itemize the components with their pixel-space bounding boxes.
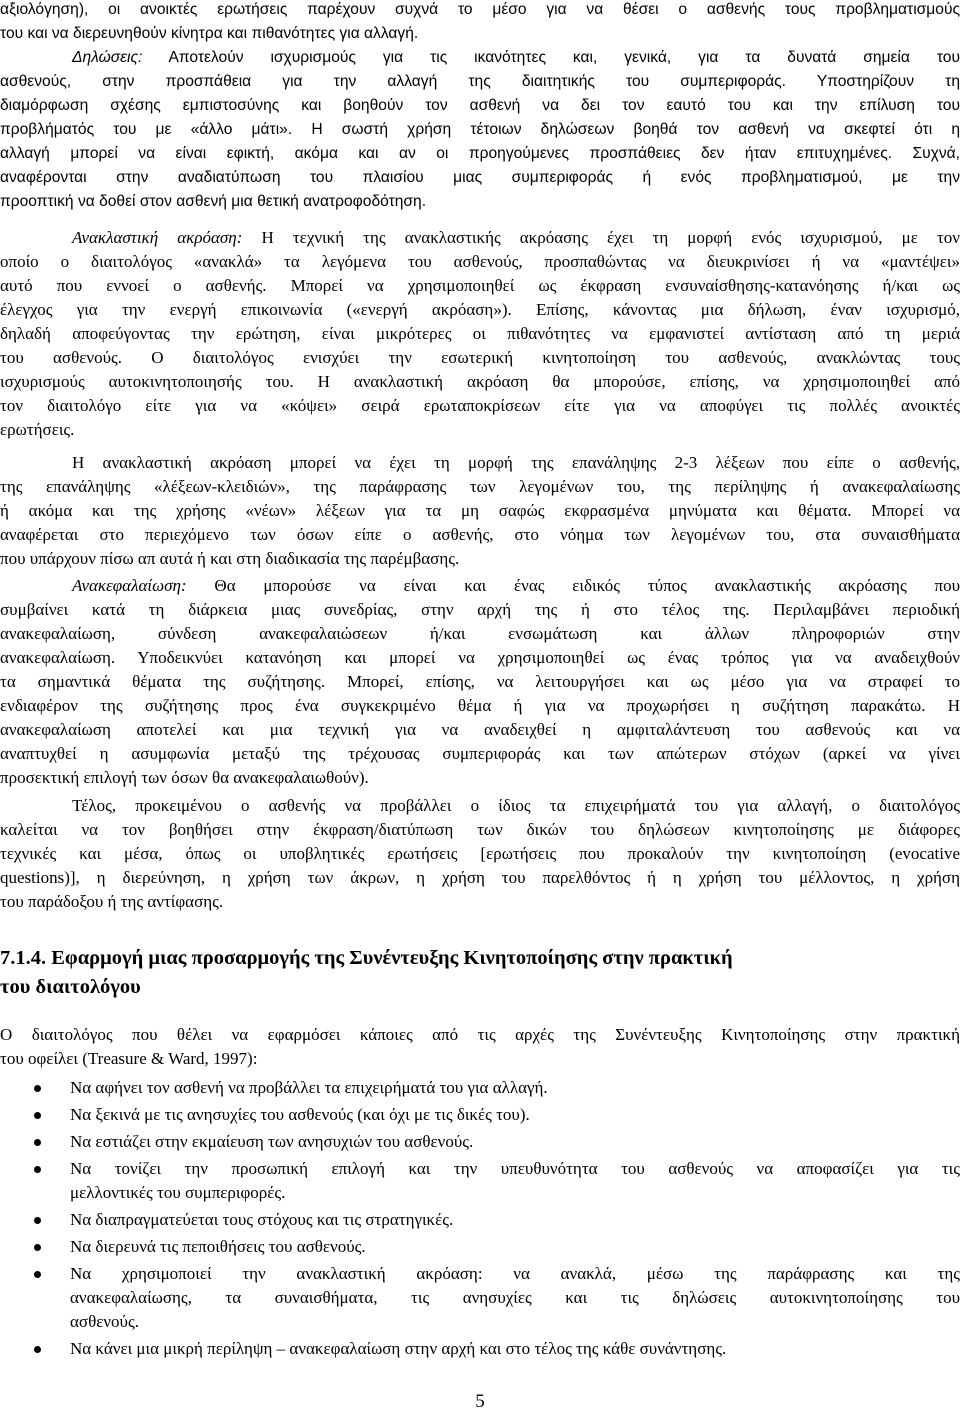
text-line: δηλαδή αποφεύγοντας την ερώτηση, είναι μικρότερες οι πιθανότητες να εμφανιστεί αντίσταση από τη μεριά	[0, 324, 960, 343]
bullet-icon	[34, 1085, 41, 1092]
list-item-text: Να αφήνει τον ασθενή να προβάλλει τα επιχειρήματά του για αλλαγή.	[70, 1078, 548, 1097]
text-line: αναφέρονται στην αναδιατύπωση του πλαισίου μιας συμπεριφοράς ή ενός προβληματισμού, με την	[0, 169, 960, 186]
text-line: αυτό που εννοεί ο ασθενής. Μπορεί να χρησιμοποιηθεί ως έκφραση ενσυναίσθησης-κατανόησης ή/και ως	[0, 276, 960, 295]
text-segment: Θα μπορούσε να είναι και ένας ειδικός τύπος ανακλαστικής ακρόασης που	[214, 576, 960, 595]
text-line: ενδιαφέρον της συζήτησης προς ένα συγκεκριμένο θέμα ή για να προχωρήσει η συζήτηση παρακάτω. Η	[0, 696, 960, 715]
paragraph-reflective-listening	[0, 226, 960, 442]
text-line: ανακεφαλαίωση. Υποδεικνύει κατανόηση και μπορεί να χρησιμοποιηθεί ως ένας τρόπος για να αναδειχθούν	[0, 648, 960, 667]
list-item-text: Να διαπραγματεύεται τους στόχους και τις στρατηγικές.	[70, 1210, 454, 1229]
text-line: του και να διερευνηθούν κίνητρα και πιθανότητες για αλλαγή.	[0, 25, 419, 42]
paragraph-statements	[0, 46, 960, 214]
list-item	[0, 1130, 960, 1154]
paragraph-summary	[0, 574, 960, 790]
heading-title: Εφαρμογή μιας προσαρμογής της Συνέντευξης Κινητοποίησης στην πρακτική	[51, 947, 733, 969]
text-segment: Η τεχνική της ανακλαστικής ακρόασης έχει τη μορφή ενός ισχυρισμού, με τον	[261, 228, 960, 247]
text-line: προσεκτική επιλογή των όσων θα ανακεφαλαιωθούν).	[0, 768, 369, 787]
text-line: ανακεφαλαίωση αποτελεί και μια τεχνική για να αναδειχθεί η αμφιταλάντευση του ασθενούς και να	[0, 720, 960, 739]
text-line: ισχυρισμούς αυτοκινητοποιησής του. Η ανακλαστική ακρόαση θα μπορούσε, επίσης, να χρησιμοποιηθεί από	[0, 372, 960, 391]
list-item-text: Να ξεκινά με τις ανησυχίες του ασθενούς (και όχι με τις δικές του).	[70, 1105, 530, 1124]
list-item-text: μελλοντικές του συμπεριφορές.	[70, 1183, 286, 1202]
list-item-text: Να κάνει μια μικρή περίληψη ‒ ανακεφαλαίωση στην αρχή και στο τέλος της κάθε συνάντησης.	[70, 1339, 727, 1358]
paragraph-list-intro	[0, 1023, 960, 1071]
list-item	[0, 1103, 960, 1127]
text-line: Ο διαιτολόγος που θέλει να εφαρμόσει κάποιες από τις αρχές της Συνέντευξης Κινητοποίησης στην πρακτική	[0, 1025, 960, 1044]
term-reflective-listening: Ανακλαστική ακρόαση:	[72, 228, 243, 247]
paragraph-continuation	[0, 0, 960, 46]
list-item-text: Να χρησιμοποιεί την ανακλαστική ακρόαση: να ανακλά, μέσω της παράφρασης και της	[70, 1264, 960, 1283]
text-line: συμβαίνει κατά τη διάρκεια μιας συνεδρίας, στην αρχή της ή στο τέλος της. Περιλαμβάνει περιοδική	[0, 600, 960, 619]
text-line: προοπτική να δοθεί στον ασθενή μια θετική ανατροφοδότηση.	[0, 193, 427, 210]
text-line: της επανάληψης «λέξεων-κλειδιών», της παράφρασης των λεγομένων του, της περίληψης ή ανακεφαλαίωσης	[0, 477, 960, 496]
bullet-icon	[34, 1346, 41, 1353]
list-item	[0, 1157, 960, 1205]
text-line: ή ακόμα και της χρήσης «νέων» λέξεων για τα μη σαφώς εκφρασμένα μηνύματα και θέματα. Μπορεί να	[0, 501, 960, 520]
text-line: του ασθενούς. Ο διαιτολόγος ενισχύει την εσωτερική κινητοποίηση του ασθενούς, ανακλώντας τους	[0, 348, 960, 367]
bullet-icon	[34, 1112, 41, 1119]
recommendations-list	[0, 1076, 960, 1361]
text-line: έλεγχος για την ενεργή επικοινωνία («ενεργή ακρόαση»). Επίσης, κάνοντας μια δήλωση, έναν ισχυρισμό,	[0, 300, 960, 319]
text-line	[0, 574, 960, 598]
list-item	[0, 1337, 960, 1361]
bullet-icon	[34, 1166, 41, 1173]
text-line: ανακεφαλαίωση, σύνδεση ανακεφαλαιώσεων ή/και ενσωμάτωση και άλλων πληροφοριών στην	[0, 624, 960, 643]
paragraph-reflective-forms	[0, 451, 960, 571]
text-line: Η ανακλαστική ακρόαση μπορεί να έχει τη μορφή της επανάληψης 2-3 λέξεων που είπε ο ασθενής,	[72, 453, 960, 472]
text-line: καλείται να τον βοηθήσει στην έκφραση/διατύπωση των δικών του δηλώσεων κινητοποίησης με διάφορες	[0, 820, 960, 839]
list-item	[0, 1235, 960, 1259]
text-line: προβλήματός του με «άλλο μάτι». Η σωστή χρήση τέτοιων δηλώσεων βοηθά τον ασθενή να σκεφτεί ότι η	[0, 121, 960, 138]
bullet-icon	[34, 1139, 41, 1146]
section-heading	[0, 944, 960, 1002]
bullet-icon	[34, 1244, 41, 1251]
text-segment: Αποτελούν ισχυρισμούς για τις ικανότητες και, γενικά, για τα δυνατά σημεία του	[168, 49, 960, 66]
text-line: αναπτυχθεί η ασυμφωνία μεταξύ της τρέχουσας συμπεριφοράς και των απώτερων στόχων (αρκεί να γίνει	[0, 744, 960, 763]
text-line: questions)], η διερεύνηση, η χρήση των άκρων, η χρήση του παρελθόντος ή η χρήση του μέλλοντος, η χρήση	[0, 868, 960, 887]
list-item-text: Να διερευνά τις πεποιθήσεις του ασθενούς.	[70, 1237, 366, 1256]
heading-line	[0, 944, 960, 973]
text-line: διαμόρφωση σχέσης εμπιστοσύνης και βοηθούν τον ασθενή να δει τον εαυτό του και την επίλυση του	[0, 97, 960, 114]
term-statements: Δηλώσεις:	[72, 49, 143, 66]
text-line: τον διαιτολόγο είτε για να «κόψει» σειρά ερωταποκρίσεων είτε για να αποφύγει τις πολλές ανοικτές	[0, 396, 960, 415]
text-line: αξιολόγηση), οι ανοικτές ερωτήσεις παρέχουν συχνά το μέσο για να θέσει ο ασθενής τους προβληματισμούς	[0, 1, 960, 18]
text-line	[0, 46, 960, 70]
text-line: ασθενούς, στην προσπάθεια για την αλλαγή της διαιτητικής του συμπεριφοράς. Υποστηρίζουν τη	[0, 73, 960, 90]
list-item-text: Να εστιάζει στην εκμαίευση των ανησυχιών του ασθενούς.	[70, 1132, 474, 1151]
paragraph-finally	[0, 794, 960, 914]
text-line	[0, 226, 960, 250]
list-item	[0, 1076, 960, 1100]
heading-line: του διαιτολόγου	[0, 976, 141, 998]
list-item	[0, 1208, 960, 1232]
list-item-text: ασθενούς.	[70, 1312, 139, 1331]
bullet-icon	[34, 1271, 41, 1278]
list-item-text: ανακεφαλαίωσης, τα συναισθήματα, τις ανησυχίες και τις δηλώσεις αυτοκινητοποίησης του	[70, 1288, 960, 1307]
list-item	[0, 1262, 960, 1334]
text-line: του οφείλει (Treasure & Ward, 1997):	[0, 1049, 258, 1068]
text-line: του παράδοξου ή της αντίφασης.	[0, 892, 224, 911]
text-line: αλλαγή μπορεί να είναι εφικτή, ακόμα και αν οι προηγούμενες προσπάθειες δεν ήταν επιτυχημένες. Συχνά,	[0, 145, 960, 162]
text-line: ερωτήσεις.	[0, 420, 75, 439]
text-line: Τέλος, προκειμένου ο ασθενής να προβάλλει ο ίδιος τα επιχειρήματά του για αλλαγή, ο διαιτολόγος	[72, 796, 960, 815]
page-number: 5	[475, 1391, 485, 1412]
text-line: που υπάρχουν πίσω απ αυτά ή και στη διαδικασία της παρέμβασης.	[0, 549, 460, 568]
text-line: οποίο ο διαιτολόγος «ανακλά» τα λεγόμενα του ασθενούς, προσπαθώντας να διευκρινίσει ή να «μαντέψει»	[0, 252, 960, 271]
section-number: 7.1.4.	[0, 947, 47, 969]
bullet-icon	[34, 1217, 41, 1224]
term-summary: Ανακεφαλαίωση:	[72, 576, 187, 595]
text-line: τεχνικές και μέσα, όπως οι υποβλητικές ερωτήσεις [ερωτήσεις που προκαλούν την κινητοποίηση (evocative	[0, 844, 960, 863]
list-item-text: Να τονίζει την προσωπική επιλογή και την υπευθυνότητα του ασθενούς να αποφασίζει για τις	[70, 1159, 960, 1178]
text-line: τα σημαντικά θέματα της συζήτησης. Μπορεί, επίσης, να λειτουργήσει και ως μέσο για να στραφεί το	[0, 672, 960, 691]
text-line: αναφέρεται στο περιεχόμενο των όσων είπε ο ασθενής, στο νόημα των λεγομένων του, στα συναισθήματα	[0, 525, 960, 544]
